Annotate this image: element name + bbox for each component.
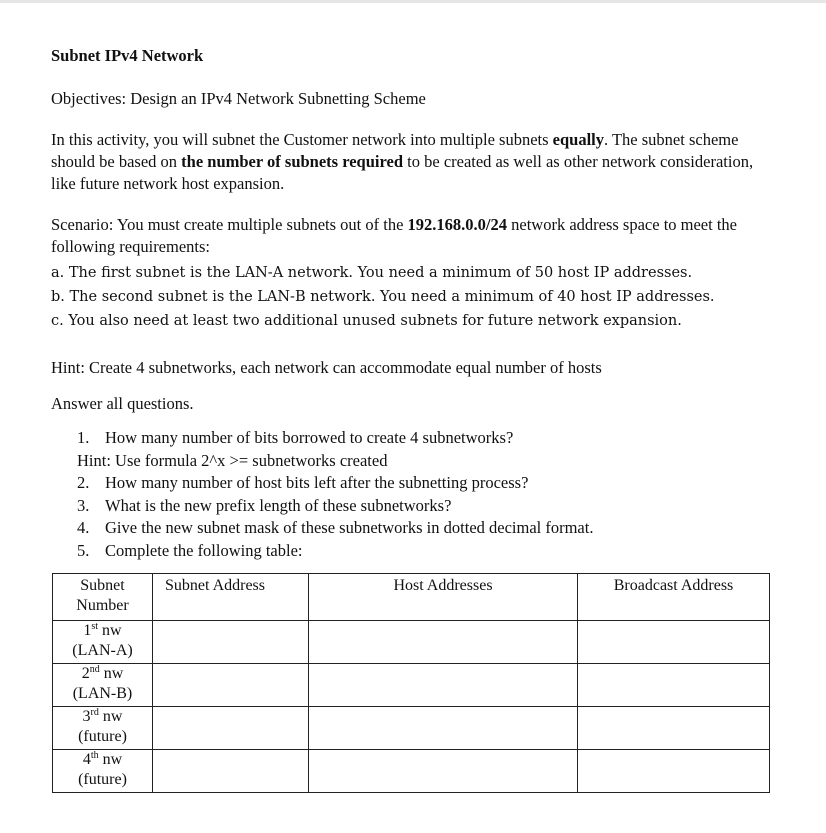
question-number: 5. [77, 540, 90, 560]
question-hint: Hint: Use formula 2^x >= subnetworks created [77, 450, 388, 470]
subnet-number-cell: 3rd nw (future) [53, 707, 153, 750]
subnet-number-cell: 1st nw (LAN-A) [53, 621, 153, 664]
subnet-number-cell: 4th nw (future) [53, 750, 153, 793]
intro-text-3: to be created as well as other network consideration, like future network host expansion. [51, 152, 754, 193]
scenario-text-1: Scenario: You must create multiple subnets out of the [51, 215, 408, 234]
question-item [77, 517, 593, 540]
question-text: Complete the following table: [105, 540, 303, 560]
header-broadcast-address: Broadcast Address [578, 574, 770, 621]
document-title: Subnet IPv4 Network [51, 46, 204, 65]
header-subnet-number: Subnet Number [53, 574, 153, 621]
host-addresses-cell[interactable] [309, 707, 578, 750]
question-item [77, 495, 593, 518]
requirement-item: b. The second subnet is the LAN-B network. You need a minimum of 40 host IP addresses. [51, 289, 715, 305]
broadcast-address-cell[interactable] [578, 707, 770, 750]
intro-bold-2: the number of subnets required [181, 152, 404, 171]
table-row [53, 750, 770, 793]
intro-paragraph [51, 129, 766, 195]
question-text: Give the new subnet mask of these subnetworks in dotted decimal format. [105, 518, 594, 537]
scenario-paragraph [51, 214, 766, 258]
page-top-border [0, 0, 826, 3]
subnet-address-cell[interactable] [153, 664, 309, 707]
table-row [53, 707, 770, 750]
subnet-table [52, 573, 770, 793]
host-addresses-cell[interactable] [309, 664, 578, 707]
intro-text-1: In this activity, you will subnet the Customer network into multiple subnets [51, 130, 553, 149]
table-header-row [53, 574, 770, 621]
intro-text-2: . The subnet scheme should be based on [51, 130, 739, 171]
question-number: 2. [77, 473, 90, 492]
question-text: How many number of bits borrowed to create 4 subnetworks? [105, 428, 514, 447]
host-addresses-cell[interactable] [309, 621, 578, 664]
requirement-item: c. You also need at least two additional unused subnets for future network expansion. [51, 313, 682, 329]
broadcast-address-cell[interactable] [578, 664, 770, 707]
question-text: What is the new prefix length of these subnetworks? [105, 495, 452, 515]
scenario-network: 192.168.0.0/24 [407, 215, 507, 234]
question-item [77, 540, 593, 563]
requirement-item: a. The first subnet is the LAN-A network. You need a minimum of 50 host IP addresses. [51, 265, 693, 281]
subnet-number-cell: 2nd nw (LAN-B) [53, 664, 153, 707]
table-row [53, 621, 770, 664]
question-item [77, 427, 593, 450]
broadcast-address-cell[interactable] [578, 750, 770, 793]
scenario-text-2: network address space to meet the following requirements: [51, 215, 738, 256]
question-number: 3. [77, 495, 90, 515]
host-addresses-cell[interactable] [309, 750, 578, 793]
question-number: 1. [77, 428, 90, 447]
objectives-line: Objectives: Design an IPv4 Network Subnetting Scheme [51, 89, 426, 108]
table-row [53, 664, 770, 707]
question-text: How many number of host bits left after the subnetting process? [105, 473, 529, 492]
subnet-address-cell[interactable] [153, 707, 309, 750]
answer-all-line: Answer all questions. [51, 394, 194, 413]
question-item [77, 472, 593, 495]
subnet-address-cell[interactable] [153, 621, 309, 664]
questions-list [77, 427, 593, 562]
broadcast-address-cell[interactable] [578, 621, 770, 664]
question-number: 4. [77, 518, 90, 537]
requirements-list [51, 261, 715, 333]
intro-bold-1: equally [552, 130, 605, 149]
header-host-addresses: Host Addresses [309, 574, 578, 621]
hint-line: Hint: Create 4 subnetworks, each network can accommodate equal number of hosts [51, 358, 602, 377]
subnet-address-cell[interactable] [153, 750, 309, 793]
header-subnet-address: Subnet Address [153, 574, 309, 621]
